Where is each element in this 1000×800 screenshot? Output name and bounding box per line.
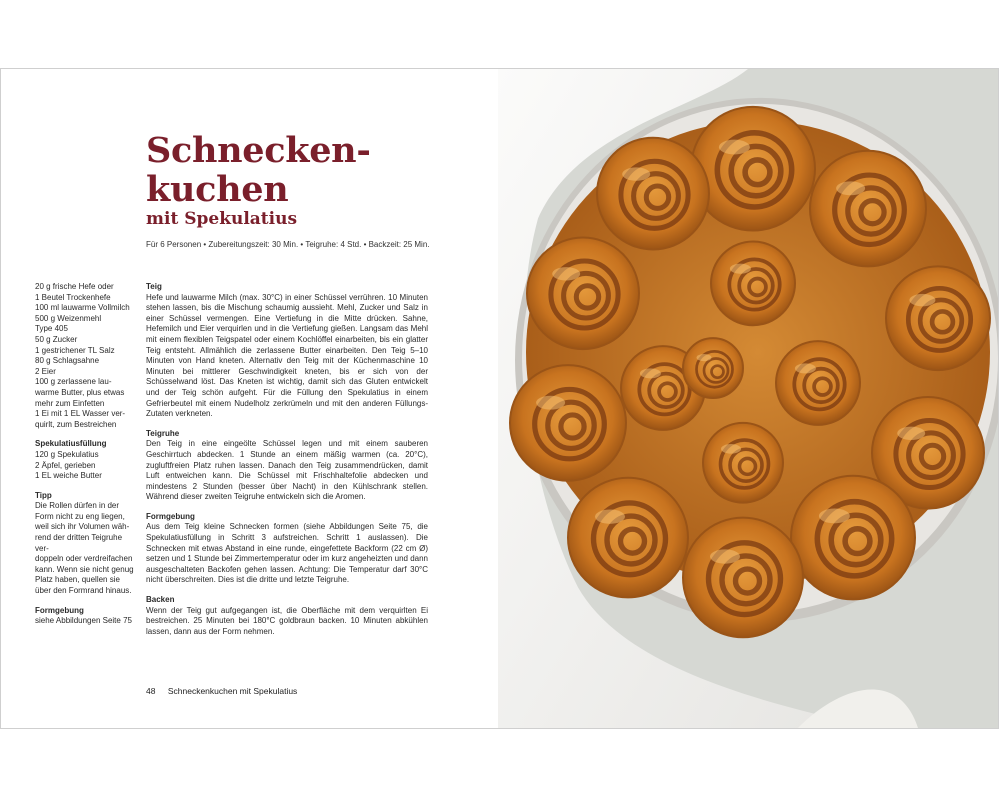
ingredients-column xyxy=(35,282,135,627)
step-heading: Teigruhe xyxy=(146,428,180,438)
cinnamon-bun xyxy=(683,338,743,398)
recipe-title xyxy=(146,131,371,209)
tipp-line: kann. Wenn sie nicht genug xyxy=(35,564,134,574)
cinnamon-bun xyxy=(527,237,639,349)
cinnamon-bun xyxy=(886,266,990,370)
ingredient-line: 100 ml lauwarme Vollmilch xyxy=(35,303,130,313)
running-title: Schneckenkuchen mit Spekulatius xyxy=(167,686,298,696)
filling-heading: Spekulatiusfüllung xyxy=(35,439,107,449)
tipp-heading: Tipp xyxy=(35,490,52,500)
cinnamon-bun xyxy=(683,518,803,638)
ingredient-line: 2 Eier xyxy=(35,366,56,376)
ingredient-line: 1 gestrichener TL Salz xyxy=(35,345,115,355)
ingredient-line: 120 g Spekulatius xyxy=(35,449,99,459)
cinnamon-bun xyxy=(776,341,860,425)
book-spread xyxy=(0,68,999,729)
step-text: Aus dem Teig kleine Schnecken formen (siehe Abbildungen Seite 75, die Spekulatiusfüllung in Schritt 3 aufstreichen. Schritt 1 auslassen). Die Schnecken mit etwas Abstand in eine runde, eingefettete Backform (22 cm Ø) setzen und 1 Stunde bei Zimmertemperatur oder im kurz angeheizten und dann ausgeschalteten Backofen gehen lassen. Achtung: Die Temperatur darf 30°C nicht überschreiten. Dies ist die dritte und letzte Teigruhe. xyxy=(146,522,428,585)
ingredient-line: 20 g frische Hefe oder xyxy=(35,282,114,291)
title-line-2: kuchen xyxy=(146,169,289,210)
recipe-subtitle: mit Spekulatius xyxy=(146,209,298,229)
page-footer xyxy=(146,686,297,696)
tipp-line: rend der dritten Teigruhe ver- xyxy=(35,533,123,553)
cinnamon-bun xyxy=(810,151,926,267)
step-heading: Teig xyxy=(146,282,162,291)
ingredient-line: 1 EL weiche Butter xyxy=(35,471,102,481)
method-column xyxy=(146,282,428,646)
tipp-line: doppeln oder verdreifachen xyxy=(35,554,133,564)
step-text: Den Teig in eine eingeölte Schüssel legen und mit einem sauberen Geschirrtuch abdecken. 1 Stunde an einem mäßig warmen (ca. 20°C), zugluftfreien Platz ruhen lassen. Danach den Teig zusammendrücken, damit Luft entweichen kann. Die Schüssel mit Frischhaltefolie abdecken und mindestens 2 Stunden (besser über Nacht) in den Kühlschrank stellen. Während dieser zweiten Teigruhe entwickeln sich die Aromen. xyxy=(146,439,428,502)
ingredient-line: 500 g Weizenmehl xyxy=(35,313,102,323)
cinnamon-bun xyxy=(510,365,626,481)
form-reference xyxy=(35,616,135,627)
step-text: Hefe und lauwarme Milch (max. 30°C) in einer Schüssel verrühren. 10 Minuten stehen lassen, bis die Mischung schaumig aussieht. Mehl, Zucker und Salz in einer Schüssel vermengen. Eine Vertiefung in die Mitte drücken. Sahne, Hefemilch und Eier verquirlen und in die Vertiefung gießen. Langsam das Mehl mit einem flexiblen Teigspatel oder einem Kochlöffel einarbeiten, bis ein glatter Teig entsteht. Allmählich die zerlassene Butter einarbeiten. Den Teig 5–10 Minuten von Hand kneten. Alternativ den Teig mit der Küchenmaschine 10 Minuten bei mittlerer Geschwindigkeit kneten, bis er sich von der Schüsselwand löst. Das Kneten ist wichtig, damit sich das Gluten entwickelt und der Teig schön aufgeht. Für die Füllung den Spekulatius in einem Gefrierbeutel mit einem Nudelholz zerkrümeln und mit den anderen Füllungs-Zutaten verkneten. xyxy=(146,292,428,419)
ingredient-line: warme Butter, plus etwas xyxy=(35,387,125,397)
step-text: Wenn der Teig gut aufgegangen ist, die Oberfläche mit dem verquirlten Ei bestreichen. 25 Minuten bei 180°C goldbraun backen. 10 Minuten abkühlen lassen, dann aus der Form nehmen. xyxy=(146,605,428,636)
title-line-1: Schnecken- xyxy=(146,130,371,171)
ingredient-line: 50 g Zucker xyxy=(35,334,78,344)
form-heading: Formgebung xyxy=(35,605,84,615)
page-number: 48 xyxy=(146,686,156,696)
tipp-line: weil sich ihr Volumen wäh- xyxy=(35,522,130,532)
step-heading: Backen xyxy=(146,595,175,605)
photo-page xyxy=(498,69,999,728)
tipp-line: Form nicht zu eng liegen, xyxy=(35,511,125,521)
ingredient-line: mehr zum Einfetten xyxy=(35,398,105,408)
recipe-meta: Für 6 Personen • Zubereitungszeit: 30 Min. • Teigruhe: 4 Std. • Backzeit: 25 Min. xyxy=(146,240,430,249)
ingredient-line: 80 g Schlagsahne xyxy=(35,356,100,366)
ingredient-line: 1 Beutel Trockenhefe xyxy=(35,292,111,302)
cinnamon-bun xyxy=(597,138,709,250)
ingredient-line: 1 Ei mit 1 EL Wasser ver- xyxy=(35,409,126,419)
dough-ingredients xyxy=(35,282,135,430)
ingredient-line: quirlt, zum Bestreichen xyxy=(35,419,117,429)
tipp-line: Die Rollen dürfen in der xyxy=(35,501,120,511)
ingredient-line: 100 g zerlassene lau- xyxy=(35,377,112,387)
cinnamon-bun xyxy=(568,478,688,598)
recipe-page xyxy=(1,69,498,728)
cinnamon-bun xyxy=(691,107,815,231)
step-heading: Formgebung xyxy=(146,511,195,521)
tipp-line: Platz haben, quellen sie xyxy=(35,575,120,585)
tipp-line: über den Formrand hinaus. xyxy=(35,586,132,596)
cake-photo xyxy=(498,69,999,728)
cinnamon-bun xyxy=(791,476,915,600)
ingredient-line: Type 405 xyxy=(35,324,68,334)
cinnamon-bun xyxy=(711,241,795,325)
form-line: siehe Abbildungen Seite 75 xyxy=(35,616,132,626)
tipp-text xyxy=(35,501,135,596)
ingredient-line: 2 Äpfel, gerieben xyxy=(35,460,96,470)
filling-ingredients xyxy=(35,450,135,482)
cinnamon-bun xyxy=(703,423,783,503)
